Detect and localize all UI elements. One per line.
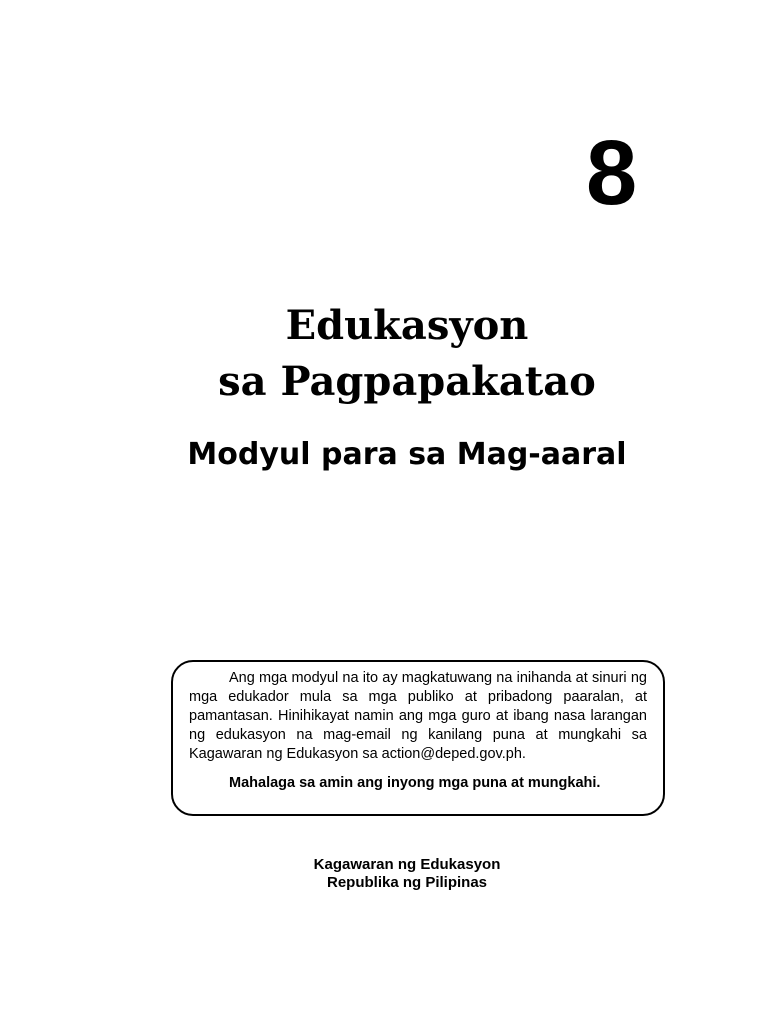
notice-emphasis: Mahalaga sa amin ang inyong mga puna at mungkahi. <box>229 775 601 791</box>
notice-text: Ang mga modyul na ito ay magkatuwang na inihanda at sinuri ng mga edukador mula sa mga publiko at pribadong paaralan, at pamantasan. Hinihikayat namin ang mga guro at ibang nasa larangan ng edukasyon na mag-email ng kanilang puna at mungkahi sa Kagawaran ng Edukasyon sa action@deped.gov.ph. <box>189 670 647 762</box>
grade-number: 8 <box>586 122 638 224</box>
page-title <box>0 298 768 410</box>
title-line-2: sa Pagpapakatao <box>218 358 596 405</box>
publisher-department: Kagawaran ng Edukasyon <box>313 856 501 873</box>
title-line-1: Edukasyon <box>285 302 529 349</box>
publisher-block <box>0 856 768 892</box>
page-subtitle: Modyul para sa Mag-aaral <box>187 437 627 472</box>
publisher-country: Republika ng Pilipinas <box>326 874 488 891</box>
notice-box <box>171 660 665 816</box>
